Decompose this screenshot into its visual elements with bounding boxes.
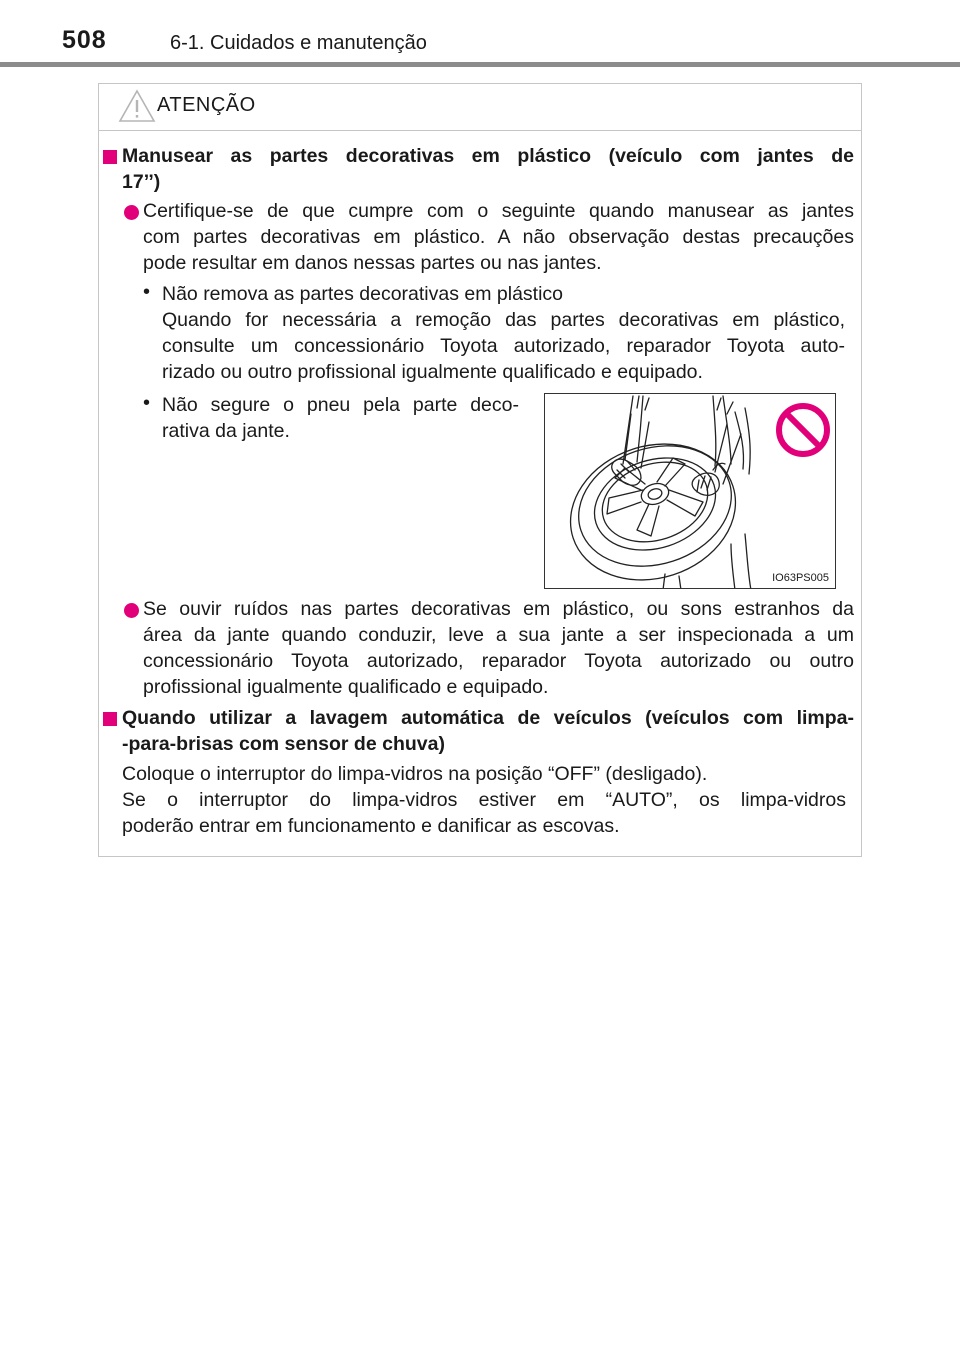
sub-2-line-2: rativa da jante. xyxy=(162,420,290,442)
page-header xyxy=(0,0,960,70)
section-title: 6-1. Cuidados e manutenção xyxy=(170,32,427,54)
warning-header xyxy=(99,84,861,131)
figure-code: IO63PS005 xyxy=(772,572,829,584)
page-number: 508 xyxy=(62,26,107,54)
tire-illustration xyxy=(544,393,836,589)
heading-2-line-2: -para-brisas com sensor de chuva) xyxy=(122,733,445,755)
hands-holding-tire-drawing xyxy=(545,394,836,589)
heading-2-line-1: Quando utilizar a lavagem automática de veículos (veículos com limpa- xyxy=(122,707,854,729)
prohibited-icon xyxy=(779,406,827,454)
point-2-line-1: Se ouvir ruídos nas partes decorativas em plástico, ou sons estranhos da xyxy=(143,598,854,620)
warning-title: ATENÇÃO xyxy=(157,94,256,116)
point-2-line-4: profissional igualmente qualificado e equipado. xyxy=(143,676,549,698)
point-2-line-2: área da jante quando conduzir, leve a sua jante a ser inspecionada a um xyxy=(143,624,854,646)
header-rule xyxy=(0,62,960,67)
para-2-line-3: poderão entrar em funcionamento e danificar as escovas. xyxy=(122,815,620,837)
point-1-line-1: Certifique-se de que cumpre com o seguinte quando manusear as jantes xyxy=(143,200,854,222)
sub-bullet: • xyxy=(143,392,151,414)
point-1-line-3: pode resultar em danos nessas partes ou nas jantes. xyxy=(143,252,602,274)
warning-triangle-icon xyxy=(117,88,157,124)
sub-bullet: • xyxy=(143,281,151,303)
sub-1-line-4: rizado ou outro profissional igualmente qualificado e equipado. xyxy=(162,361,703,383)
sub-1-line-2: Quando for necessária a remoção das partes decorativas em plástico, xyxy=(162,309,845,331)
point-1-line-2: com partes decorativas em plástico. A não observação destas precauções xyxy=(143,226,854,248)
sub-1-line-3: consulte um concessionário Toyota autorizado, reparador Toyota auto- xyxy=(162,335,845,357)
heading-marker xyxy=(103,150,117,164)
point-2-line-3: concessionário Toyota autorizado, reparador Toyota autorizado ou outro xyxy=(143,650,854,672)
heading-1-line-1: Manusear as partes decorativas em plástico (veículo com jantes de xyxy=(122,145,854,167)
para-2-line-2: Se o interruptor do limpa-vidros estiver em “AUTO”, os limpa-vidros xyxy=(122,789,846,811)
bullet-dot xyxy=(124,205,139,220)
sub-1-line-1: Não remova as partes decorativas em plástico xyxy=(162,283,564,305)
heading-marker xyxy=(103,712,117,726)
heading-1-line-2: 17’’) xyxy=(122,171,161,193)
para-2-line-1: Coloque o interruptor do limpa-vidros na posição “OFF” (desligado). xyxy=(122,763,708,785)
bullet-dot xyxy=(124,603,139,618)
sub-2-line-1: Não segure o pneu pela parte deco- xyxy=(162,394,519,416)
